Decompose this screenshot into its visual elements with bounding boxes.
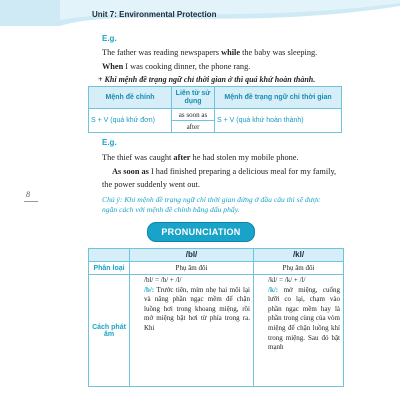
table-cell: Phụ âm đôi bbox=[130, 262, 254, 275]
formula: /kl/ = /k/ + /l/ bbox=[268, 276, 306, 284]
table-header: /kl/ bbox=[254, 249, 344, 262]
example-sentence: When I was cooking dinner, the phone rang. bbox=[102, 62, 251, 71]
row-label: Cách phát âm bbox=[89, 275, 130, 387]
example-sentence: As soon as I had finished preparing a delicious meal for my family, bbox=[112, 167, 337, 176]
conjunction-cell: as soon as bbox=[172, 109, 215, 121]
example-label: E.g. bbox=[102, 138, 117, 147]
table-header: Liên từ sử dụng bbox=[172, 87, 215, 109]
example-sentence: The thief was caught after he had stolen my mobile phone. bbox=[102, 153, 299, 162]
adverbial-clause-cell: S + V (quá khứ hoàn thành) bbox=[215, 109, 342, 133]
conjunction-cell: after bbox=[172, 121, 215, 133]
pronunciation-heading: PRONUNCIATION bbox=[147, 222, 255, 242]
page-number-rule bbox=[24, 201, 38, 202]
phoneme: /b/: bbox=[144, 285, 155, 294]
rule-heading: + Khi mệnh đề trạng ngữ chỉ thời gian ở thì quá khứ hoàn thành. bbox=[98, 75, 316, 84]
phoneme: /k/: bbox=[268, 285, 279, 294]
example-label: E.g. bbox=[102, 34, 117, 43]
unit-title: Unit 7: Environmental Protection bbox=[92, 10, 217, 19]
table-header: Mệnh đề trạng ngữ chỉ thời gian bbox=[215, 87, 342, 109]
main-clause-cell: S + V (quá khứ đơn) bbox=[89, 109, 172, 133]
grammar-table bbox=[88, 86, 342, 133]
table-header: Mệnh đề chính bbox=[89, 87, 172, 109]
page-number: 8 bbox=[26, 190, 30, 199]
example-sentence: The father was reading newspapers while the baby was sleeping. bbox=[102, 48, 318, 57]
example-sentence: the power suddenly went out. bbox=[102, 180, 200, 189]
table-cell: Phụ âm đôi bbox=[254, 262, 344, 275]
table-header: /bl/ bbox=[130, 249, 254, 262]
table-corner bbox=[89, 249, 130, 262]
pronunciation-table bbox=[88, 248, 344, 387]
row-label: Phân loại bbox=[89, 262, 130, 275]
pronunciation-description: /kl/ = /k/ + /l/ /k/: mở miệng, cuống lưỡi co lại, chạm vào phần ngạc mềm hay là phần trong cùng của vòm miệng để chặn luồng khí trong miệng. Sau đó bật mạnh bbox=[254, 275, 344, 387]
formula: /bl/ = /b/ + /l/ bbox=[144, 276, 182, 284]
pronunciation-description: /bl/ = /b/ + /l/ /b/: Trước tiên, mím nhẹ hai môi lại và nâng phần ngạc mềm để chặn luồng hơi trong khoang miệng, rồi mở miệng bật hơi từ phía trong ra. Khi bbox=[130, 275, 254, 387]
note-text: Chú ý: Khi mệnh đề trạng ngữ chỉ thời gian đứng ở đầu câu thì sẽ được ngăn cách với mệnh đề chính bằng dấu phẩy. bbox=[102, 195, 321, 214]
